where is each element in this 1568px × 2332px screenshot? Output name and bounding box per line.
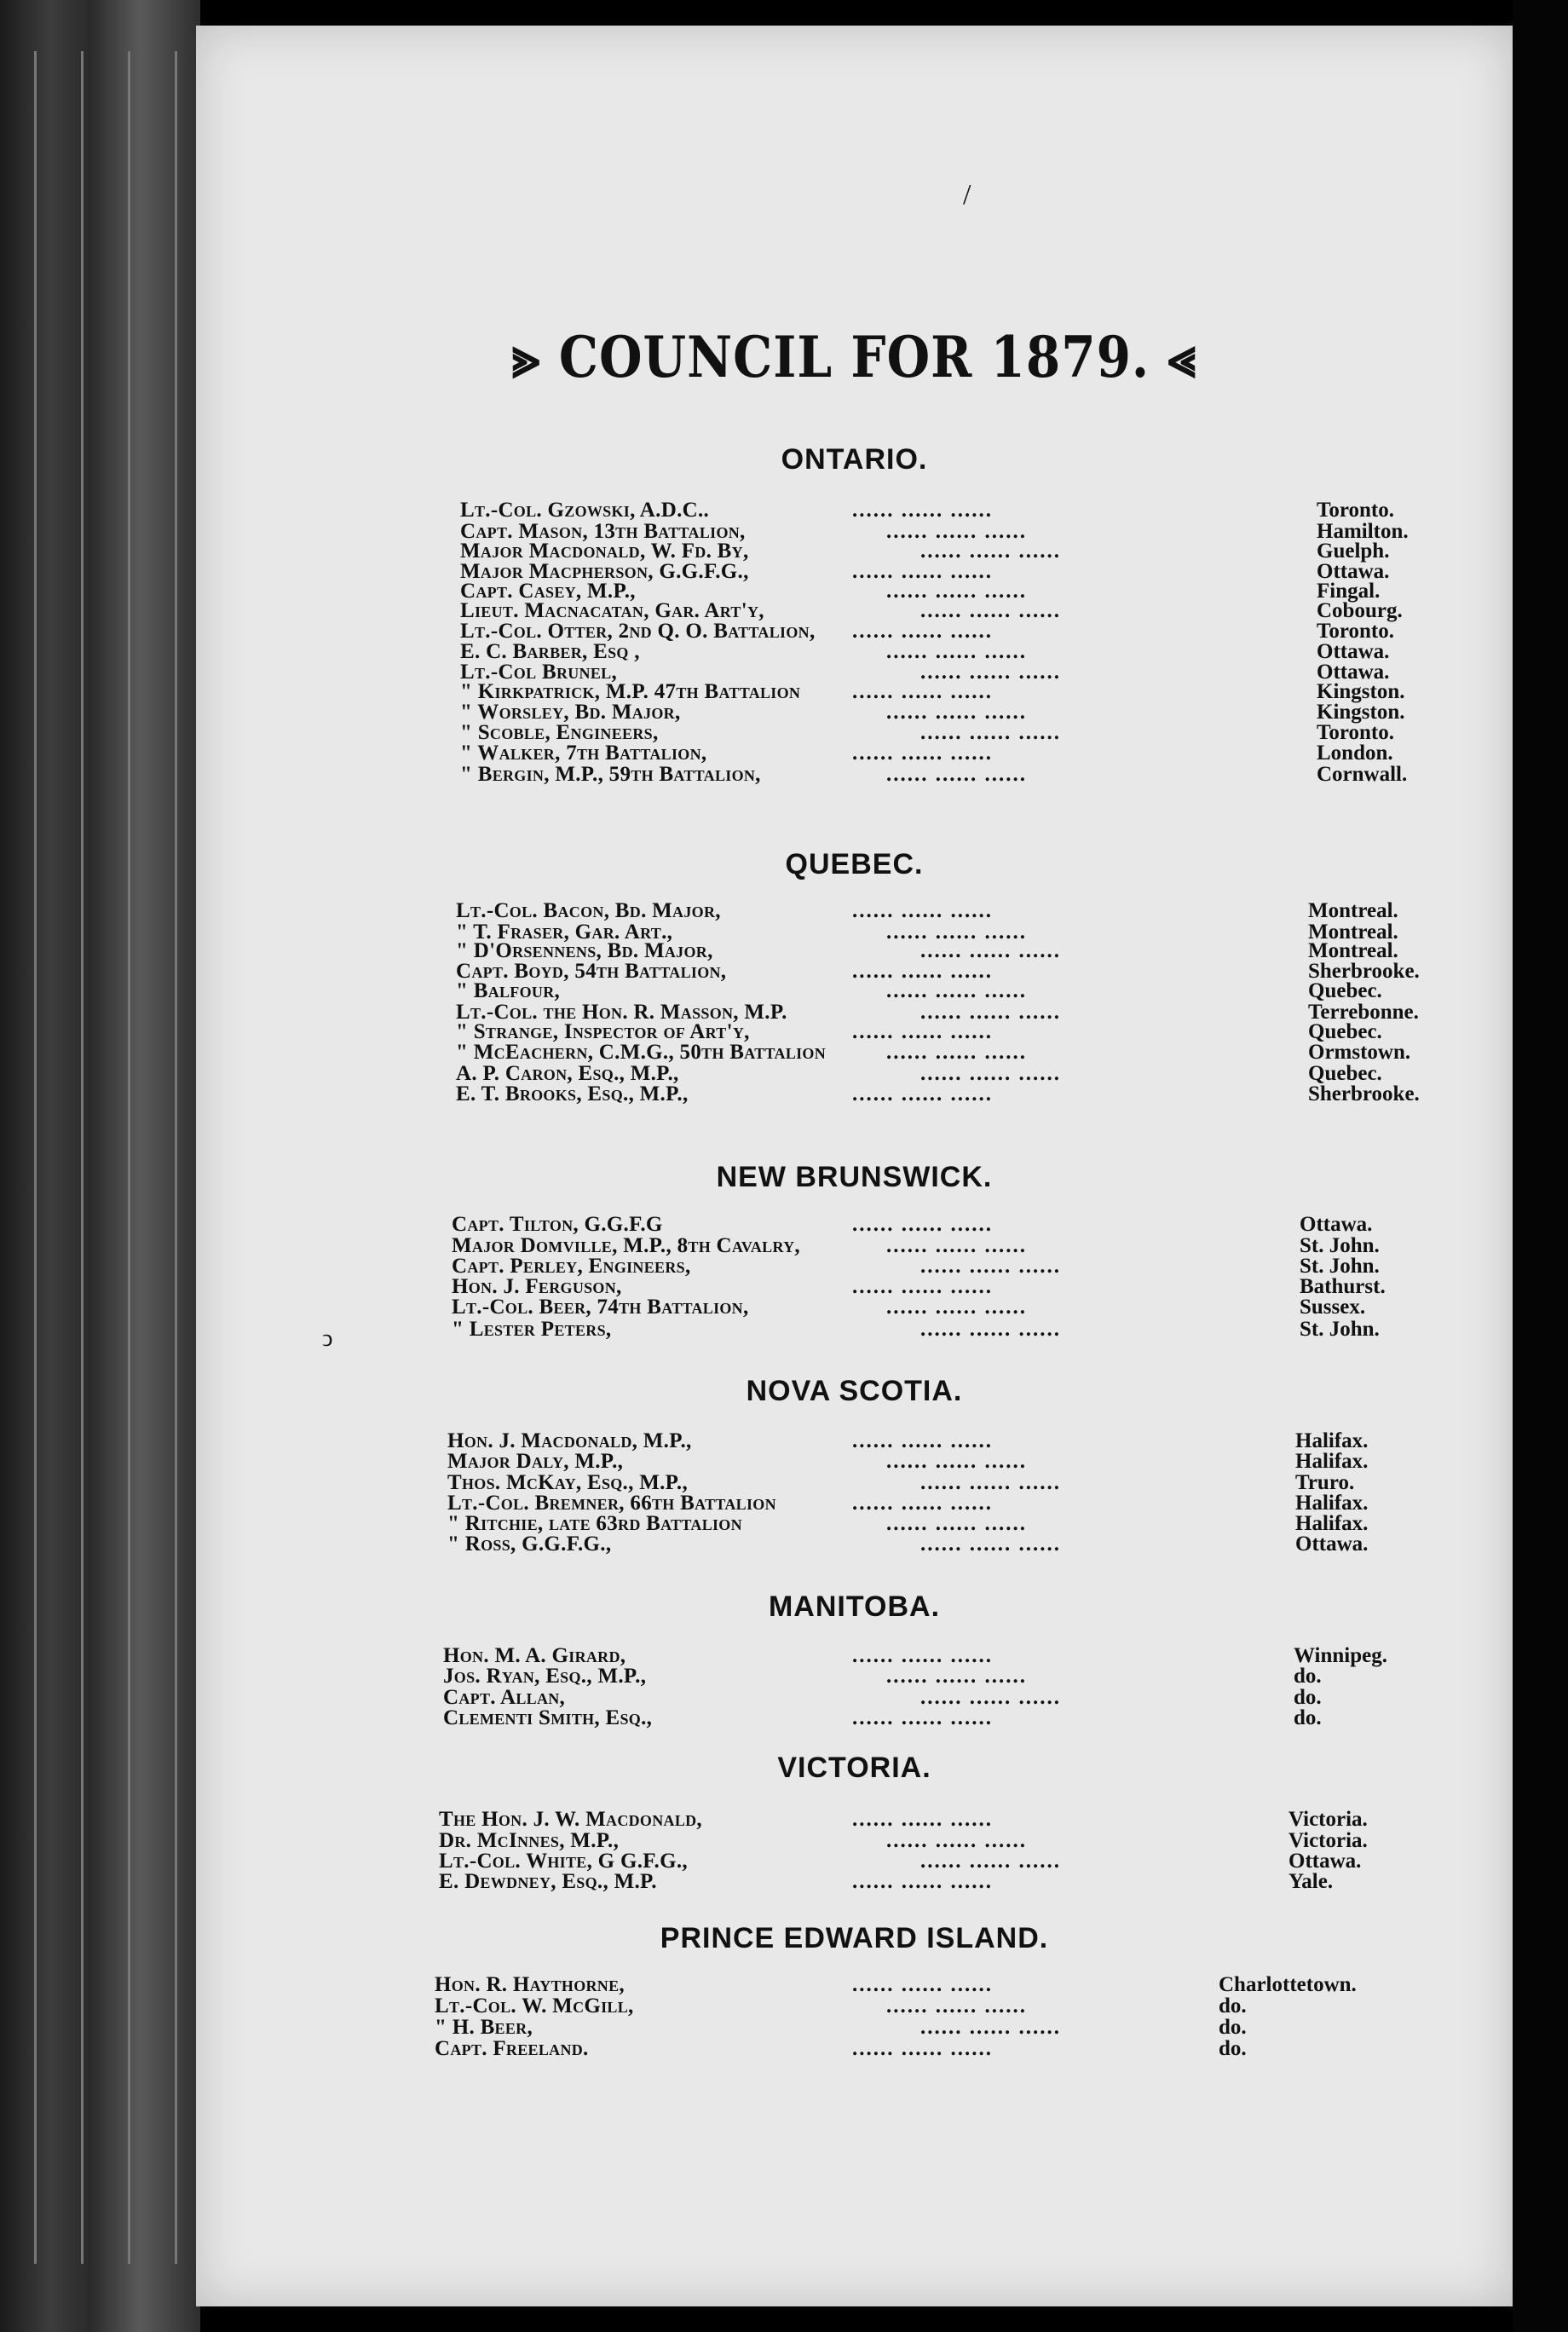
member-place: Truro. xyxy=(1295,1471,1355,1494)
member-name: E. Dewdney, Esq., M.P. xyxy=(439,1870,657,1893)
member-place: Yale. xyxy=(1288,1870,1334,1893)
member-row xyxy=(0,1870,1568,1896)
member-place: Ottawa. xyxy=(1317,560,1390,583)
dot-leader: ...... ...... ...... xyxy=(852,499,993,522)
member-place: Kingston. xyxy=(1317,701,1405,724)
section-heading: NOVA SCOTIA. xyxy=(746,1375,963,1407)
title-ornament-left: ⪢ xyxy=(511,323,541,391)
member-name: Dr. McInnes, M.P., xyxy=(439,1829,620,1852)
member-place: Ottawa. xyxy=(1288,1850,1362,1873)
member-place: Quebec. xyxy=(1308,979,1382,1002)
member-name: Lt.-Col. Otter, 2nd Q. O. Battalion, xyxy=(460,620,816,643)
member-name: Capt. Casey, M.P., xyxy=(460,580,636,603)
dot-leader: ...... ...... ...... xyxy=(886,1665,1027,1688)
dot-leader: ...... ...... ...... xyxy=(852,1973,993,1996)
member-row xyxy=(0,1082,1568,1108)
dot-leader: ...... ...... ...... xyxy=(920,540,1061,563)
member-name: E. T. Brooks, Esq., M.P., xyxy=(456,1082,689,1105)
member-name: " H. Beer, xyxy=(435,2016,533,2039)
dot-leader: ...... ...... ...... xyxy=(920,599,1061,622)
member-row xyxy=(0,1706,1568,1732)
member-place: Ottawa. xyxy=(1300,1213,1373,1236)
section-heading: PRINCE EDWARD ISLAND. xyxy=(660,1922,1049,1954)
member-name: " Scoble, Engineers, xyxy=(460,721,659,744)
title-ornament-right: ⪡ xyxy=(1167,323,1197,391)
member-name: " T. Fraser, Gar. Art., xyxy=(456,921,673,944)
member-name: " Balfour, xyxy=(456,979,561,1002)
dot-leader: ...... ...... ...... xyxy=(852,742,993,765)
dot-leader: ...... ...... ...... xyxy=(920,1850,1061,1873)
section-heading: NEW BRUNSWICK. xyxy=(716,1161,993,1193)
dot-leader: ...... ...... ...... xyxy=(852,1213,993,1236)
member-name: E. C. Barber, Esq , xyxy=(460,640,640,663)
dot-leader: ...... ...... ...... xyxy=(886,580,1027,603)
dot-leader: ...... ...... ...... xyxy=(886,1829,1027,1852)
page-title xyxy=(196,324,1513,391)
dot-leader: ...... ...... ...... xyxy=(920,1062,1061,1085)
member-name: Lt.-Col Brunel, xyxy=(460,661,618,684)
member-name: Lt.-Col. W. McGill, xyxy=(435,1994,634,2017)
member-place: Halifax. xyxy=(1295,1512,1369,1535)
member-place: Quebec. xyxy=(1308,1020,1382,1043)
member-place: Winnipeg. xyxy=(1294,1644,1387,1667)
member-place: Halifax. xyxy=(1295,1429,1369,1452)
dot-leader: ...... ...... ...... xyxy=(852,1808,993,1831)
member-place: Bathurst. xyxy=(1300,1275,1386,1298)
dot-leader: ...... ...... ...... xyxy=(852,1870,993,1893)
member-place: Montreal. xyxy=(1308,939,1398,962)
member-place: Sussex. xyxy=(1300,1296,1366,1319)
dot-leader: ...... ...... ...... xyxy=(886,1450,1027,1473)
member-place: Toronto. xyxy=(1317,620,1395,643)
dot-leader: ...... ...... ...... xyxy=(852,2037,993,2060)
member-name: Lt.-Col. Gzowski, A.D.C.. xyxy=(460,499,710,522)
dot-leader: ...... ...... ...... xyxy=(920,1533,1061,1556)
dot-leader: ...... ...... ...... xyxy=(852,560,993,583)
member-name: Lt.-Col. Bacon, Bd. Major, xyxy=(456,899,721,922)
dot-leader: ...... ...... ...... xyxy=(852,1429,993,1452)
member-name: Jos. Ryan, Esq., M.P., xyxy=(443,1665,647,1688)
title-text: COUNCIL FOR 1879. xyxy=(558,323,1150,391)
member-row xyxy=(0,1533,1568,1558)
member-name: Major Domville, M.P., 8th Cavalry, xyxy=(452,1234,800,1257)
member-place: Halifax. xyxy=(1295,1450,1369,1473)
dot-leader: ...... ...... ...... xyxy=(920,1001,1061,1024)
member-place: Victoria. xyxy=(1288,1808,1368,1831)
member-name: A. P. Caron, Esq., M.P., xyxy=(456,1062,679,1085)
dot-leader: ...... ...... ...... xyxy=(852,1706,993,1729)
member-place: St. John. xyxy=(1300,1318,1380,1341)
member-name: Capt. Tilton, G.G.F.G xyxy=(452,1213,663,1236)
dot-leader: ...... ...... ...... xyxy=(886,1234,1027,1257)
member-place: Ottawa. xyxy=(1317,640,1390,663)
dot-leader: ...... ...... ...... xyxy=(886,763,1027,786)
member-place: St. John. xyxy=(1300,1234,1380,1257)
dot-leader: ...... ...... ...... xyxy=(920,939,1061,962)
member-name: Capt. Boyd, 54th Battalion, xyxy=(456,960,727,983)
member-name: Capt. Mason, 13th Battalion, xyxy=(460,520,746,543)
member-name: " Worsley, Bd. Major, xyxy=(460,701,681,724)
dot-leader: ...... ...... ...... xyxy=(886,921,1027,944)
member-name: " Strange, Inspector of Art'y, xyxy=(456,1020,750,1043)
member-place: Kingston. xyxy=(1317,680,1405,703)
member-name: Hon. R. Haythorne, xyxy=(435,1973,625,1996)
member-name: " McEachern, C.M.G., 50th Battalion xyxy=(456,1041,827,1064)
member-row xyxy=(0,763,1568,788)
member-name: Lt.-Col. White, G G.F.G., xyxy=(439,1850,688,1873)
member-name: Lt.-Col. Bremner, 66th Battalion xyxy=(447,1492,776,1515)
member-place: Quebec. xyxy=(1308,1062,1382,1085)
member-name: Lt.-Col. Beer, 74th Battalion, xyxy=(452,1296,749,1319)
section-heading: VICTORIA. xyxy=(777,1752,931,1784)
dot-leader: ...... ...... ...... xyxy=(886,701,1027,724)
dot-leader: ...... ...... ...... xyxy=(852,680,993,703)
dot-leader: ...... ...... ...... xyxy=(886,1994,1027,2017)
member-place: Cornwall. xyxy=(1317,763,1408,786)
member-place: Guelph. xyxy=(1317,540,1390,563)
section-heading: ONTARIO. xyxy=(781,443,928,476)
member-name: Major Macpherson, G.G.F.G., xyxy=(460,560,749,583)
member-place: do. xyxy=(1294,1665,1322,1688)
member-name: " Ritchie, late 63rd Battalion xyxy=(447,1512,742,1535)
member-place: Charlottetown. xyxy=(1219,1973,1357,1996)
member-name: " Ross, G.G.F.G., xyxy=(447,1533,612,1556)
dot-leader: ...... ...... ...... xyxy=(886,1512,1027,1535)
dot-leader: ...... ...... ...... xyxy=(920,721,1061,744)
dot-leader: ...... ...... ...... xyxy=(886,1041,1027,1064)
dot-leader: ...... ...... ...... xyxy=(852,1020,993,1043)
member-place: Toronto. xyxy=(1317,721,1395,744)
member-place: do. xyxy=(1219,2037,1247,2060)
member-place: Ottawa. xyxy=(1317,661,1390,684)
member-place: St. John. xyxy=(1300,1255,1380,1278)
member-place: Victoria. xyxy=(1288,1829,1368,1852)
dot-leader: ...... ...... ...... xyxy=(920,2016,1061,2039)
ink-speck: ↄ xyxy=(322,1325,333,1352)
member-name: " Walker, 7th Battalion, xyxy=(460,742,707,765)
dot-leader: ...... ...... ...... xyxy=(852,1275,993,1298)
member-name: Lieut. Macnacatan, Gar. Art'y, xyxy=(460,599,764,622)
dot-leader: ...... ...... ...... xyxy=(852,1492,993,1515)
member-place: Sherbrooke. xyxy=(1308,1082,1420,1105)
member-name: " Bergin, M.P., 59th Battalion, xyxy=(460,763,761,786)
dot-leader: ...... ...... ...... xyxy=(886,1296,1027,1319)
member-name: Thos. McKay, Esq., M.P., xyxy=(447,1471,689,1494)
member-place: do. xyxy=(1294,1686,1322,1709)
member-row xyxy=(0,2037,1568,2063)
dot-leader: ...... ...... ...... xyxy=(920,1255,1061,1278)
member-name: " Kirkpatrick, M.P. 47th Battalion xyxy=(460,680,801,703)
dot-leader: ...... ...... ...... xyxy=(920,1686,1061,1709)
member-place: Toronto. xyxy=(1317,499,1395,522)
member-place: London. xyxy=(1317,742,1393,765)
member-place: do. xyxy=(1219,1994,1247,2017)
member-place: Halifax. xyxy=(1295,1492,1369,1515)
dot-leader: ...... ...... ...... xyxy=(852,899,993,922)
member-name: Hon. J. Ferguson, xyxy=(452,1275,622,1298)
member-name: Lt.-Col. the Hon. R. Masson, M.P. xyxy=(456,1001,787,1024)
member-place: Montreal. xyxy=(1308,899,1398,922)
member-name: " Lester Peters, xyxy=(452,1318,612,1341)
dot-leader: ...... ...... ...... xyxy=(920,661,1061,684)
member-place: Hamilton. xyxy=(1317,520,1409,543)
dot-leader: ...... ...... ...... xyxy=(920,1471,1061,1494)
member-place: Ormstown. xyxy=(1308,1041,1411,1064)
member-place: Ottawa. xyxy=(1295,1533,1369,1556)
dot-leader: ...... ...... ...... xyxy=(852,1082,993,1105)
dot-leader: ...... ...... ...... xyxy=(852,620,993,643)
dot-leader: ...... ...... ...... xyxy=(886,979,1027,1002)
member-name: Major Macdonald, W. Fd. By, xyxy=(460,540,749,563)
dot-leader: ...... ...... ...... xyxy=(886,520,1027,543)
member-name: " D'Orsennens, Bd. Major, xyxy=(456,939,713,962)
member-place: Montreal. xyxy=(1308,921,1398,944)
member-name: Clementi Smith, Esq., xyxy=(443,1706,653,1729)
dot-leader: ...... ...... ...... xyxy=(920,1318,1061,1341)
section-heading: MANITOBA. xyxy=(768,1590,941,1623)
member-place: Sherbrooke. xyxy=(1308,960,1420,983)
member-name: Hon. M. A. Girard, xyxy=(443,1644,626,1667)
ink-speck: / xyxy=(963,179,971,211)
member-name: Major Daly, M.P., xyxy=(447,1450,624,1473)
member-row xyxy=(0,1318,1568,1343)
section-heading: QUEBEC. xyxy=(785,848,924,880)
member-name: Capt. Perley, Engineers, xyxy=(452,1255,691,1278)
member-place: Cobourg. xyxy=(1317,599,1403,622)
member-name: Capt. Allan, xyxy=(443,1686,566,1709)
dot-leader: ...... ...... ...... xyxy=(852,1644,993,1667)
dot-leader: ...... ...... ...... xyxy=(852,960,993,983)
dot-leader: ...... ...... ...... xyxy=(886,640,1027,663)
member-place: do. xyxy=(1294,1706,1322,1729)
member-name: Hon. J. Macdonald, M.P., xyxy=(447,1429,692,1452)
member-place: Fingal. xyxy=(1317,580,1381,603)
member-name: The Hon. J. W. Macdonald, xyxy=(439,1808,702,1831)
member-place: do. xyxy=(1219,2016,1247,2039)
member-name: Capt. Freeland. xyxy=(435,2037,589,2060)
member-place: Terrebonne. xyxy=(1308,1001,1419,1024)
